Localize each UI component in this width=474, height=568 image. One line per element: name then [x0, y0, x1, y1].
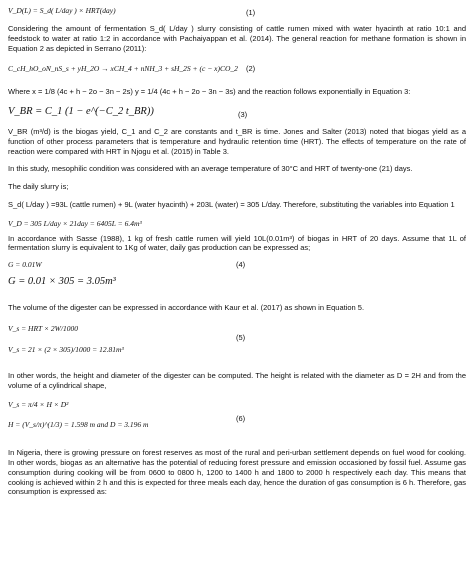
- equation-digester-volume-text: V_D = 305 L/day × 21day = 6405L = 6.4m³: [8, 218, 142, 228]
- equation-5b-text: V_s = 21 × (2 × 305)/1000 = 12.81m³: [8, 344, 124, 354]
- equation-1-number: (1): [246, 8, 256, 17]
- paragraph-height-diameter: In other words, the height and diameter of the digester can be computed. The height is related with the diameter as D = 2H and from the volume of a cylindrical shape,: [8, 370, 466, 390]
- equation-2-text: C_cH_hO_oN_nS_s + yH_2O → xCH_4 + nNH_3 + sH_2S + (c − x)CO_2: [8, 64, 238, 74]
- paragraph-biogas-yield: V_BR (m³/d) is the biogas yield, C_1 and C_2 are constants and t_BR is time. Jones and Salter (2013) noted that biogas yield as a function of other process parameters that is temperature and hydraulic retention time (HRT). The effects of temperature on the rate of reaction were compared with HRT in Njogu et al. (2015) in Table 3.: [8, 127, 466, 156]
- equation-3-number: (3): [238, 110, 248, 119]
- paragraph-sasse: In accordance with Sasse (1988), 1 kg of fresh cattle rumen will yield 10L(0.01m³) of biogas in HRT of 20 days. Assume that 1L of fermentation slurry is equivalent to 1Kg of water, daily gas production can be expressed as;: [8, 233, 466, 253]
- equation-6a: [8, 396, 466, 424]
- equation-6a-text: V_s = π/4 × H × D²: [8, 400, 69, 410]
- equation-6-number: (6): [236, 414, 246, 424]
- paragraph-nigeria: In Nigeria, there is growing pressure on forest reserves as most of the rural and peri-urban settlement depends on fuel wood for cooking. In other words, biogas as an alternative has the potential of reducing forest pressure and emission occasioned by fossil fuel. Assume gas consumption during cooking will be from 0600 to 0800 h, 1200 to 1400 h and 1800 to 2000 h respectively each day. This means that cooking is achieved within 2 h and this is expected for three meals each day, hence the duration of gas consumption is 6 h. Therefore, gas consumption is expressed as:: [8, 448, 466, 497]
- equation-2-number: (2): [246, 64, 256, 74]
- equation-1: [8, 0, 466, 22]
- equation-1-text: V_D(L) = S_d( L/day ) × HRT(day): [8, 6, 116, 16]
- equation-6b-text: H = (V_s/π)^(1/3) = 1.598 m and D = 3.196 m: [8, 420, 149, 430]
- paragraph-mesophilic: In this study, mesophilic condition was considered with an average temperature of 30°C and HRT of twenty-one (21) days.: [8, 164, 413, 174]
- equation-5a: [8, 319, 466, 342]
- paragraph-daily-slurry: S_d( L/day ) =93L (cattle rumen) + 9L (water hyacinth) + 203L (water) = 305 L/day. Therefore, substituting the variables into Equation 1: [8, 199, 455, 209]
- equation-5-number: (5): [236, 332, 246, 342]
- paragraph-daily-slurry-intro: The daily slurry is;: [8, 182, 69, 191]
- paragraph-fermentation: Considering the amount of fermentation S_d( L/day ) slurry consisting of cattle rumen mixed with water hyacinth at ratio 10:1 and feedstock to water at ratio 1:2 in accordance with Pachaiyappan et al. (2014). The general reaction for methane formation is shown in Equation 2 as depicted in Serrano (2011):: [8, 24, 466, 53]
- equation-5b: [8, 339, 466, 361]
- equation-3-text: V_BR = C_1 (1 − e^(−C_2 t_BR)): [8, 106, 154, 118]
- equation-3: [8, 97, 466, 127]
- equation-4-number: (4): [236, 260, 246, 269]
- equation-2: [8, 53, 466, 85]
- equation-4a: [8, 257, 466, 273]
- equation-4b-text: G = 0.01 × 305 = 3.05m³: [8, 276, 116, 288]
- equation-5a-text: V_s = HRT × 2W/1000: [8, 323, 78, 333]
- equation-4b: [8, 273, 466, 291]
- equation-4a-text: G = 0.01W: [8, 260, 42, 270]
- paragraph-kaur: The volume of the digester can be expressed in accordance with Kaur et al. (2017) as shown in Equation 5.: [8, 303, 365, 312]
- paragraph-where: Where x = 1/8 (4c + h − 2o − 3n − 2s) y = 1/4 (4c + h − 2o − 3n − 3s) and the reaction follows exponentially in Equation 3:: [8, 87, 411, 97]
- equation-digester-volume: [8, 214, 466, 234]
- equation-6b: [8, 414, 466, 436]
